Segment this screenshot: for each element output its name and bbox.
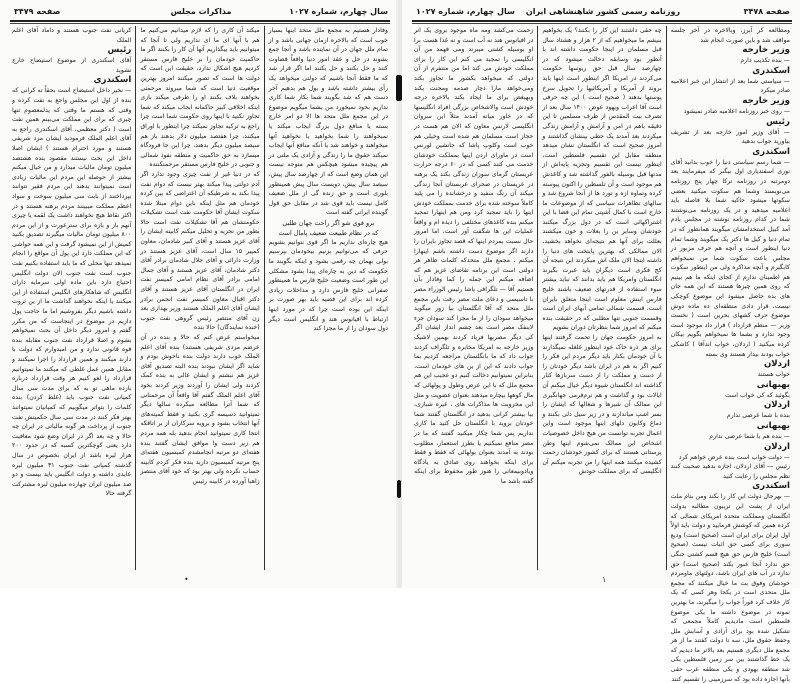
right-publication-title: روزنامه رسمی کشور شاهنشاهی ایران (525, 7, 681, 16)
paragraph: رئیس — آقای اردلان، اجازه بدهید صحبت کنند نظم مجلس را رعایت کنید (670, 463, 790, 480)
right-columns (410, 26, 794, 683)
speaker-name: اردلان (763, 359, 790, 370)
paragraph: بگوئید که کی خواب است (725, 391, 790, 399)
left-section-title: مذاکرات مجلس (170, 7, 232, 16)
left-col-1 (264, 26, 392, 570)
paragraph: که در دنیا غیر از نفت چیزی وجود ندارد اگر آدم دولتی پیدا میکند بهتر نیست که دوام نفت پیدا بکند به شرطیکه آن اعتراضی که بین کرده خودمان هم مثل اینکه باین دوام مبتلا شده سکوت ایشان آقا حکومت نفت است تشکیلات حکومتشان هم آقا تشکیلات نفت است حالا بطور من تجزیه و تحلیل میکنم کابینه ایشان را آقای عزیز هستند و آقای کبیر شادمان، معاون کمپیر ۱۵ سال است، آقای عزیز هستند در وزارت دارائی و آقای جلال شادمان برادر آقای دکتر شادمان، آقای عزیز هستند و آقای جمال امامی برادر آقای نظام امامی کمیسر نفت ایران در انگلستان آقای عزیز هستند و آقای دکتر اقبال معاون کمیسر نفت انجمن برادر ایشان آقای اعلم الملک هستند وزیر بهداری بعد زن آقای منتصر رئیس گروهی نفت جنوب (خنده نمایندگان) حالا بنده (140, 170, 260, 332)
paragraph: — روی خبر روزنامه اعلامیه صادر نمیشود (683, 107, 790, 115)
paragraph: زحمت می‌کشد ومه ماه موجود بروی یک انر در اقیانوس هند نه آب است و نه غذا هست برا او بوسیله کشتی میبرند ومی فهمد من آن انگلیسی را تمجید می کنم این کار را برای مملکت خودش می کند اما من متنفرم از آن دولتی که میخواهد بکشور ما تجاوز بکند ومی‌خواهد مارا دچار صدمه ومحنت بکند وبهبغض برای ما ایجاد بکند بالاخره درجه خودش است والاشخاص بزرگی افراد انگلیسها که در خاور میانه آمدند مثلاً این سروان انگلیسی لارنس معاون که الان هم هست در حجاز است مسلمان هم شده است وخیلی هم خوب است وکلوپ پاشا که جانشین لورنس است در ماورای اردن اینها بمملکت خودشان خدمت می کنند کسی که در ۶۰ درجه حرارت عربستان گرمای سوزان زندگی بکند یک برهنه در عربستان در صحرای عربستان آنجا زندگی میکند آن رنگ سفید و درخشانده را می پلید کاملاً سوخته شده برای خدمت بمملکت خودش اینها را باید تمجید کرد ومن هم اینهارا تمجید میکنم بنده کاغذهای مختلفی را دیده ام و واقعاً عملیات این ها شگفت آور است، اما امروز حال نسبت بمردم اینها که قصد تجاوز بایران را دارند اگر موضوع دست داشته باشم اینهارا میکنم ، مجمع ملل متحدکه کلمات ظاهر هر دولتی است این برنامه تقاضای عزیز هم که اضافه میکنم این جمله را کما وفادار بآن هستیم آقا — تلگرافی پاشا رئیس الوزراء مصر با تاسیسی و دعای ملت مصر رفت باین مجمع ملل متحد که آقا انگلستان بیا زور میگوید میخواهد سودان را از ما مجزا کند سودان جزء لاینفک مصر است بعد چشم انداز ایشان اگر کی دیگر مصریها فریاد کردند بهمین لاشیک وزیر خارجه به امریکا مخابره و تلگراف کردند جواب داد که ما بانگلستان مراجعه کردیم بما جواب دادند که این از ین های خودمان است، بنابراین نمیتوانیم دخالت کنیم دو عجیب این هم مجمع ملل که با این عرض وطول و پولهائی که مال کوهها بیچاره میدهند بعنوان عضویت و مثل این مخروبت ها مذاکرات های ، غیره شبازی، بیا بیشتر کرانی بدهید در انگلستان گفتند شما خودتان بروید با انگلستان حل کنید ما کاری نداریم پس شما چکار میکنید گفتند که ما در مصر منافع نمیکنیم یا بطرز استعمار، مطلوب بودند به آمدند بعنوان بولهائی که فقط و فقط برای اینکه بخواهند روی صادق به یادگاه ویادوبیمعانی را هنوز طور محفوظ برای اینکه گفته باشد ما (414, 27, 534, 485)
paragraph: بنده با شما عرضی ندارم (726, 412, 790, 420)
right-page-header (416, 5, 790, 19)
right-issue-label: سال چهارم، شماره ۱۰۲۷ (416, 7, 515, 16)
speaker-name: اسکندری (93, 75, 132, 86)
left-col-3 (8, 26, 135, 570)
paragraph: — شما رسم سیاستی دنیا را خوب بدانید آقای نوری اسفندیاری اول بیگنر که میفرمایند بعد دومرتبه در روزنامه ترکا چهار پنج روزنامه می‌نویسند وشما هم سکوت میکنید بعضی سکوتها میشود حاکیه شما بلا فاصله باید اعلامیه میدهید و در یک روزنامه می‌نوشتند شما در کدام روزنامه نوشته در مجلس یادم آمد کبیل استخدامشان میگویند همانطور که در تمام دنیا و کیل ها دکتر یک میگویند وشما تمام دنیا اینطور است و آنچه هم حرف مزبور در مجلس باعث سکوت شما من نمیخواهم کابگیرم و آنچه مذاکره ولی من اینطور سکوت هم اطمینان ندارم از کجای اینکه ما هم بینیم که روی همین چیزها هستند که این همه جان های بده حاصل میشود این موضوع کوچکی نیست، قرار دادی منطقه‌ای ده ماده دوش موضوع حرف کشهای بحرین است ( نخست وزیر — منظم قرارداد ) قرار داد موجود است وجود ندارد و بشما ها نمیخواهم بگویم بیکان کرده میکنید ( اردلان، خواب اندآقا ) کاشکی خواب بودند بیدار هستند وی بسته (670, 158, 790, 358)
right-col-3 (410, 26, 537, 570)
left-footer-mark: • (184, 575, 189, 584)
paragraph: وفادار هستیم به مجمع ملل متحد اینها بسیار خوب است که بالاخره ارمان جهانی باشد و از تمام ملل جهان در آن نماینده باشد و آنجا جمع بشوند در حل و عقد امور دنیا واقعاً قضاوت کنند و حل بکنند و حل بکنند اما اگر قرار شد که ما فقط آنجا باشیم که دولتی میخواهد یک رأی بیشتر داشته باشد و بول هم بدهیم آخر دست هم که شد بگویند شما بکار شما کاری نداریم بخود نمیخورد من بشما میگویم موضوع در این مجمع ملل متحد ها الا دو امر خارج بسته یا منافع دول بزرگ ایجاب میکند یا نمیخواهند را شما بخواهید یا نخواهید آنها میخواهند و خواهند شد یا آنکه منافع آنها ایجاب نمیکند حقوق ما را زندگی و آزادی یک ملتی در هم پیچیده میشود هیچکس هم متوجه نیست این همان وضع است که از چهارصد سال پیش، سیصد سال پیش، دویست سال پیش همینطور بلوری است و حق زنده گی از ملل ضعیف کامل نیست باید قوی شد در مقابل حق قول گوینده ایرانی گفته است (268, 27, 388, 217)
paragraph: هیچ چاره‌ای نداریم ما اگر قوی نتوانیم بشویم حرفی که می‌توانیم بزنیم بیخودمان بپرسیم بولی بهمان چه رقمی بشود و اینکه بگویند ما حکومت که دین به چاره‌ای پیدا بشود مشکلی این طور است وضعیت خلیج فارس ما همینطور صفرانی خلیج فارس دارد و مداخلات زیادی کرده اند برای این قضیه باید بهر صورت بر اینکه این بوده است چرا که در مورد اینها ارتباط با اقیانوس هند و انگلیس است دیگر دول سودان را از ما مجزا کند (268, 238, 388, 333)
paragraph: میکند آن کاری را که لازم میدانیم می‌کنیم ما هم با آنها ای ما ای نداریم ولی تا آنجا که میتوانیم باید بیگذاریم آنها آن کار را بکنند اگر ما حاکمیت خودمان را بر خلیج فارس مستقر کردیم هیچ اشکال ندارد، حقیقت این است که دولت ها است که تصور میکنند امروز بهترین موقعیت دنیا است که شما میروند مرحمتی بخواهند بلاف بکنند او را طرفی میکند بازی اینکه اخلاقی کبیر حاکمانه ایجاب میکند که شما تجاوز نکنید با اینها روی حکومت شما است چرا راجع به ترکیه تجاوز نمیکند چرا اینطور با اوراق میکنند، چرا هفتصد میلیون دلار بدهند باز هم سیصد میلیون دیگر بدهند، چرا این جا فرودگاه میسازد به حق حاکمیت و منطقه نفوذ شمالی و جنوبی در خلیج فارس مستقر مرحمتکننده (140, 27, 260, 169)
poem-line: برو قوی شو اگر راحت جهان طلبی (282, 218, 375, 227)
paragraph: میخواستم عرض کنم که حالا و بنده در آن عرضم مردی شریفی هستند) بنده آقای اعلم الملک خوب دارند دولت بنده ناخوش بودم و شاید اگر ایشان نبودند بنده البته تصدیق آقای عزیز هم نبشتم و ایشان عالی به بنده کمک کردند ولی ایشان را آوردند وزیر کردند بخود آقای اعلم الملک گفتم آقا واقعاً آن مرحمتانی که شما آنرا مطالعه میکرده سالها دیگر نمیتوانید دسیسه گری بکنید و فقط کمیته‌های آنها انتخاب بشود و برویه سرکاران از بر اتاقکه انتجا کاری نمیتوانید انجام بدهید بله همه مردم هم زیر دست وا موافق ایشان گفتند بنده هفته‌ای دو مرتبه انجامشدم کمیسیون هفته‌ای پنج مرتبه کمیسیون دارید بنده فکر کردم کابینه حساب نکرده ولی بهتر بود که خود آقای منتصر زاهبا آورده در کابینه رئیس (140, 334, 260, 485)
right-page (402, 0, 800, 683)
paragraph: چه حقی داشتند این کار را بکنند؟ یک بخواهیم بنیشم ما میخواهیم که از ۲ هزار و هشتاد سال قبل مسلمان در اینجا حکومت داشته اند با آنطور بود وسابقه دخالت میشود که در چهارصد سال قبل حق ریوسها حکومت می‌کردند در امریکا اگر اینطور است اینها باید بروند از آمریکا و آمریکائیها را تحویل سرخ پوستها بدهند ( صحیح است ) این چه حرفی است آقا اعراب ویهود عوض ۱۴۰۰ سال بعد از تصرف بیت المقدس از طرف مسلمین تا این دقیقه باهم در امن و آرامش و آرامش زندگی میکردند بعد آمدند یک خطی بینشان گذاشتند و امروز صحیح است که انگلستان نشان میدهد منطقه مقابل این تقسیم فلسطین است، اینطور نیست این تقسیم وتجزیه پایه‌اش از مدتها قبل بوسیله بالفور گذاشته شد و کاغذش هم موجود است و آن تلسطین را اکنون پیوسته کرده وتماوه ازه و تورد ها از آنجا شروع شد و سالهای تظاهرات سیاسی که از موضوعات ما خارج است با کمال آشپتی تمام این فضا با این اشتراکهائی است که در دول بزرگ میکنند خودشان وساير ين را بعلات و خون ميكشند بعللت برای آنها هم نتیجه‌ای نخواهد بخشید، الان ممالکی که بهترین پایتخت های دنیا را داشته اینجا الان ملک اش میکردند این نتیجه آن کج فکری است دیگران باید عبرت بگیرند انگلستان وامریکا هم باید بدانند که نباید بیشتر سوء استفاده از قدرتهای ضعیف باشند خلیج فارس اینش معلوم است اینجا متعلق بایران است، قسمت شمالی تمامی آبهای ایران است وقسمت جنوبی تنها مطلبی که در حقیقت بنده میکنم که امروز شما بنظرتان دوران بشویم (542, 27, 662, 332)
paragraph: — بهرحال دولت این کار را بکند ومن بنام ملت ایران از پشت این تریبون مطالبه بدولت انگلستان ومملکت متحده امریکای شمالی که کرده همین که کوشش فرمایید و دولت باید اولاً اول ایران برای ایران است (صحیح است) ودیع سوری برای کسی حق اثبات نیست (صحیح است) خلیج فارس حق هیچ قسم کشتی جنگی حق ندارد آنجا عبور بکند (صحیح است) حق ندارد در آب های ایران باشد، دولتهای ماومردم خودشان وفوق بت ما خیال میکنند که مجمع ملل متحدی است در یکجا وهر کسی که یک کار خلاف کرد فوراً جواب را میگیرند، ما بهترین نمونه در موضوع داشته ما یکی موضوع فلسطین است مادیدیم کاملاً مجمعی که تشکیل شده بود برای آزادی و آسایش ملل وحفظ حقوق ملل، سه تا دولت کفتند ما از هر مجمع ملل دیگری هستیم بعد بالاتر ما دیدیم که یک خط گذاشتند بین سر زمین فلسطین یکی شد منطقه یهودی و یکی منطقه عرب حقی بآنها اجازه داده بود که سرزمینی را تقسیم کنند (670, 493, 790, 683)
left-page (0, 0, 398, 588)
speaker-name: رئیس (766, 116, 790, 127)
speaker-name: وزیر خارجه (742, 95, 790, 106)
right-footer-mark: ۱ (602, 575, 607, 584)
left-page-header (14, 5, 388, 19)
left-issue-label: سال چهارم، شماره ۱۰۲۷ (289, 7, 388, 16)
right-col-1 (666, 26, 794, 683)
paragraph: کریانی نفت جنوب هستند و داماد آقای اعلم الملک (12, 27, 132, 44)
speaker-name: اردلان (763, 400, 790, 411)
paragraph: — بنده هم با شما عرضی ندارم (709, 433, 790, 440)
left-col-2 (135, 26, 263, 570)
left-page-number: صفحه ۳۴۷۹ (14, 7, 61, 16)
paragraph: — نخیر داخل استیضاح است بحقاً ته کرانی که بنده از اول این مجلس واجع به نفت کرده و وقتی که هستم ما وقتی که یدلمعصوم تنها چیزی که برای این مملکت می‌بینم همین نفت است ( دکتر معظمی، آقای اسکندری راجع به آقای اعلم الملک فرمودید ایشان مرد شریفی هستند و مورد احترام هستند ) ایشان اصلا داخل این بحث نیستند مقصود بنده هشتصد میلیون تومان مالیات میدارد و من خیال میکنم بیشتر از حوصله این مردم این مالیات زیادی است نمیتوانند بدهند این مردم فقیر نتوانند بپرداختند از بابت سی میلیون سوخت و سواد اعظم مملکت میبینند مردم برهنه هستند و در اکثر نقاط هیچ نخواهند داشت یک لقمه یا چیزی آنهم باز و بازه برای سترعورت و از این مردم ۸۰۰ میلیون تومان مالیات میگیرند تصدیق بکنید کمیش از این نمیشود گرفت و این همه حواشی که این مملکت دارد این پول آن مواقع را انجام نمیدهد تنها محلی که ما باید استفاده بکنیم نفت جنوب است نفت جنوب الان دولت انگلیس احتیاج دارد باین ماده اولی سرمایه داران انگلیس که شاهکارهای انگلیس استفاده از این میکنند یا اینکه نخواهند گذاشت ما از ین ثروت داشته باشیم دیگر بفروشیم اما ما حاجت پول داریم در موضوع در اینجاست که من مکرر گفتم و امروز دیگر داخل آن بحث نمیخواهم بشوم و اصلا قرارداد نفت جنوب مقابله بنده قوه قانونی ندارد و من امیدوارم که دولت با دارند میکنند و همین قرارداد را اجرا نمیکنند و مقابل همین عمل غلطی که میکنند ما نمیتوانیم قرارداد را لغو کنیم هر وقت قرارداد درباره بازده ماهی تو به که برای مدت سی سال کمپانی نفت جنوب باید (غلط کردن) بنده کلمات را بتواتر میگوییم که کمپانیان نمیتوانند بهتر فکر کنند در مدت سی سال حکمیتش نفت جنوب از پرداخت هر گونه مالیاتی در ایران چه حالا و چه بعد اگر در ایران وضع شود معافیت دارد یعنی کوچکترین کسبه که در حدود ۲۰۰ هزار لیره باشد از ایران بخصوص در سال گذشته کمپانی نفت جنوب ۳۱ میلیون لیره عایدی داشته و دولت انگلیس باید بیست و دو صد میلیون ایران چهارده میلیون لیره مشترکت گرفته حالا (12, 87, 132, 498)
paragraph: — سیاستی شما بعد از انتشار این خبر اعلامیه صادر میکرد (670, 77, 790, 95)
right-col-2 (537, 26, 665, 570)
poem-line: که در نظام طبیعت ضعیف پامال است (278, 228, 379, 237)
speaker-name: اسکندری (752, 146, 790, 157)
left-columns (8, 26, 392, 570)
paragraph: به امروز حکومت جهان را تحمت گرفتند اینها برای هر ذره خاک خود اینطور غلغله نمیگذارند با آن خودمان بکنار باید دیگر مردم این فکر را کنیم اگر به هم در ایران باشد دیگر خودتان را از دست و مملکت را از دست سربازها کنار گذاشته اند انگلستان شیوه دیگر خیال میکنم آن ایالات بود و گذاشت و هم نرم‌فرمی جهانگیری این ممالک آن شیرها و شغالها که ایشان را بسر اشپ میاندازند و در زیر سیل دلی بکنند و دماغ وکابون دلهای اینها موجود است واین اعمال تجربه توانست من هیچ داخل خصوصیات اشخاص این ممالک نمی‌شوم اینها وطن پرستانی هستند که برای کشور خودشان زحمت کشیده میکنند همه اینها را من تجربه میکنم آن انگلیسی که برای مملکت خودش (542, 334, 662, 476)
header-rule (412, 20, 792, 24)
header-rule (10, 20, 390, 24)
speaker-name: اردلان (763, 441, 790, 452)
scan-artifact-mark (397, 480, 401, 498)
paragraph: آقای اسکندری از موضوع استیضاح خارج نشوید (12, 57, 132, 74)
paragraph: — آقای وزیر امور خارجه بعد از تشریف بیاورید جواب بدهید (670, 128, 790, 146)
right-page-number: صفحه ۳۴۷۸ (743, 7, 790, 16)
paragraph: ومطالعه کر آبرز، وبالاخره در آخر جلسه مواقف شد و باین صورت انجام شد (670, 27, 790, 44)
speaker-name: بهبهانی (756, 421, 790, 431)
speaker-name: وزیر خارجه (742, 45, 790, 56)
paragraph: — دولت خواب است بنده عرض خواهم کرد (678, 453, 790, 461)
speaker-name: اسکندری (752, 65, 790, 76)
paragraph: — بنده تکذیب دارم (740, 57, 790, 65)
speaker-name: اسکندری (752, 481, 790, 492)
paragraph: خواب هستند (757, 371, 790, 379)
speaker-name: بهبهانی (756, 379, 790, 390)
speaker-name: رئیس (107, 45, 132, 56)
